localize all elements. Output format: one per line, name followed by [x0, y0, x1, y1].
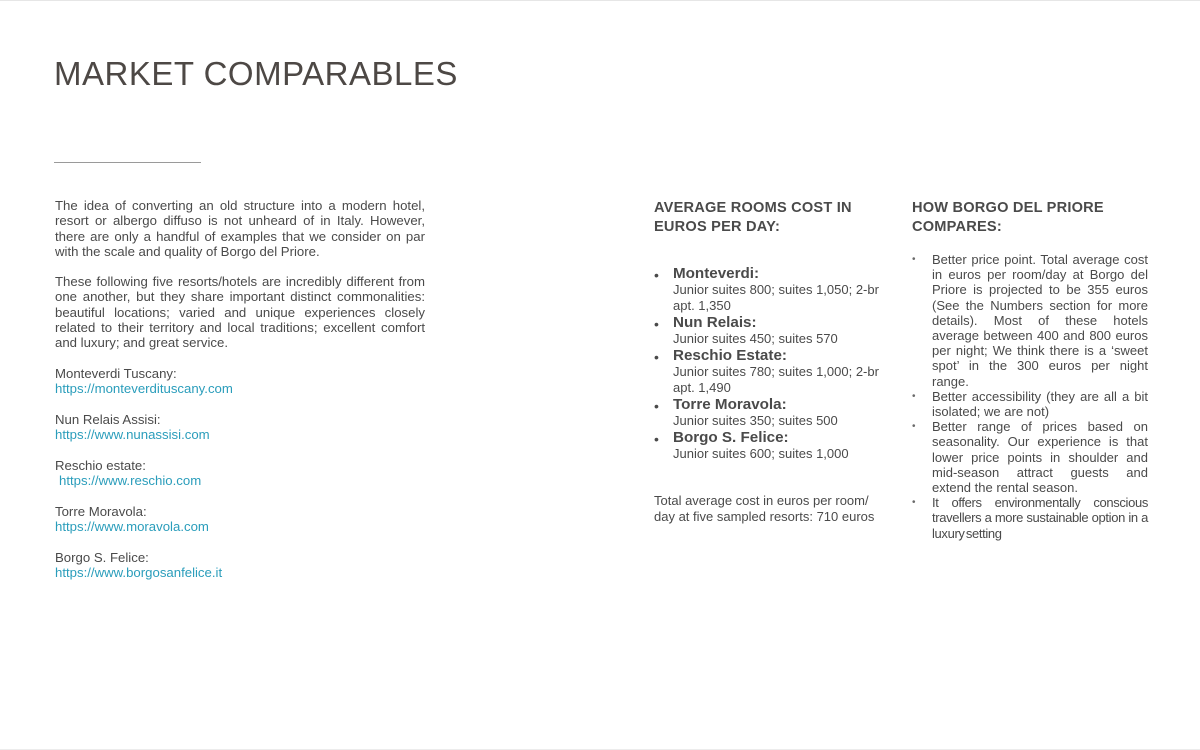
resort-name: • Borgo S. Felice: [673, 429, 789, 446]
resort-prices: Junior suites 600; suites 1,000 [673, 446, 849, 461]
resort-name: • Monteverdi: [673, 265, 760, 282]
resort-prices: Junior suites 350; suites 500 [673, 413, 838, 428]
resort-url-link[interactable]: https://www.borgosanfelice.it [55, 565, 223, 581]
list-item: • Better accessibility (they are all a bit isolated; we are not) [912, 389, 1148, 419]
resort-link-monteverdi [55, 366, 425, 397]
list-item [654, 314, 894, 347]
comparison-heading: HOW BORGO DEL PRIORE COMPARES: [912, 200, 1104, 235]
list-item [654, 347, 894, 396]
resort-name: • Nun Relais: [673, 314, 757, 331]
resort-prices: Junior suites 780; suites 1,000; 2-br apt. 1,490 [673, 364, 879, 395]
list-item: • Better range of prices based on seasonality. Our experience is that lower price points in shoulder and mid-season attract guests and extend the rental season. [912, 419, 1148, 495]
resort-link-borgo-s-felice [55, 550, 425, 581]
page-title: MARKET COMPARABLES [54, 55, 458, 92]
resort-name: Reschio estate: [55, 457, 146, 473]
intro-column [55, 198, 425, 596]
resort-name: Borgo S. Felice: [55, 550, 149, 566]
resort-url-link[interactable]: https://www.moravola.com [55, 519, 209, 535]
list-item [654, 429, 894, 462]
list-item [654, 265, 894, 314]
resort-url-link[interactable]: https://www.nunassisi.com [55, 427, 210, 443]
resort-url-link[interactable]: https://monteverdituscany.com [55, 380, 233, 396]
resort-prices: Junior suites 800; suites 1,050; 2-br apt. 1,350 [673, 282, 879, 313]
resort-prices: Junior suites 450; suites 570 [673, 331, 838, 346]
average-costs-list [654, 265, 894, 462]
total-average-cost: Total average cost in euros per room/ day at five sampled resorts: 710 euros [654, 493, 875, 524]
title-divider [54, 162, 201, 163]
resort-link-reschio [55, 458, 425, 489]
resort-name: • Reschio Estate: [673, 347, 787, 364]
page-top-border [0, 0, 1200, 1]
list-item [654, 396, 894, 429]
list-item: • It offers environmentally conscious travellers a more sustainable option in a luxury setting [912, 495, 1148, 541]
resort-name: Monteverdi Tuscany: [55, 365, 177, 381]
intro-paragraph-1: The idea of converting an old structure into a modern hotel, resort or albergo diffuso is not unheard of in Italy. However, there are only a handful of examples that we consider on par with the scale and quality of Borgo del Priore. [55, 198, 425, 259]
list-item: • Better price point. Total average cost in euros per room/day at Borgo del Priore is projected to be 355 euros (See the Numbers section for more details). Most of these hotels average between 400 and 800 euros per night; We think there is a ‘sweet spot’ in the 300 euros per night range. [912, 252, 1148, 389]
intro-paragraph-2: These following five resorts/hotels are incredibly different from one another, but they share important distinct commonalities: beautiful locations; varied and unique experiences closely related to their territory and local traditions; excellent comfort and luxury; and great service. [55, 274, 425, 351]
resort-url-link[interactable]: https://www.reschio.com [59, 473, 202, 489]
comparison-column [912, 199, 1148, 541]
average-costs-column [654, 199, 894, 525]
resort-link-torre-moravola [55, 504, 425, 535]
resort-name: Torre Moravola: [55, 503, 147, 519]
resort-name: Nun Relais Assisi: [55, 411, 161, 427]
average-costs-heading: AVERAGE ROOMS COST IN EUROS PER DAY: [654, 200, 852, 235]
resort-name: • Torre Moravola: [673, 396, 787, 413]
comparison-list [912, 252, 1148, 541]
resort-link-nun-relais [55, 412, 425, 443]
